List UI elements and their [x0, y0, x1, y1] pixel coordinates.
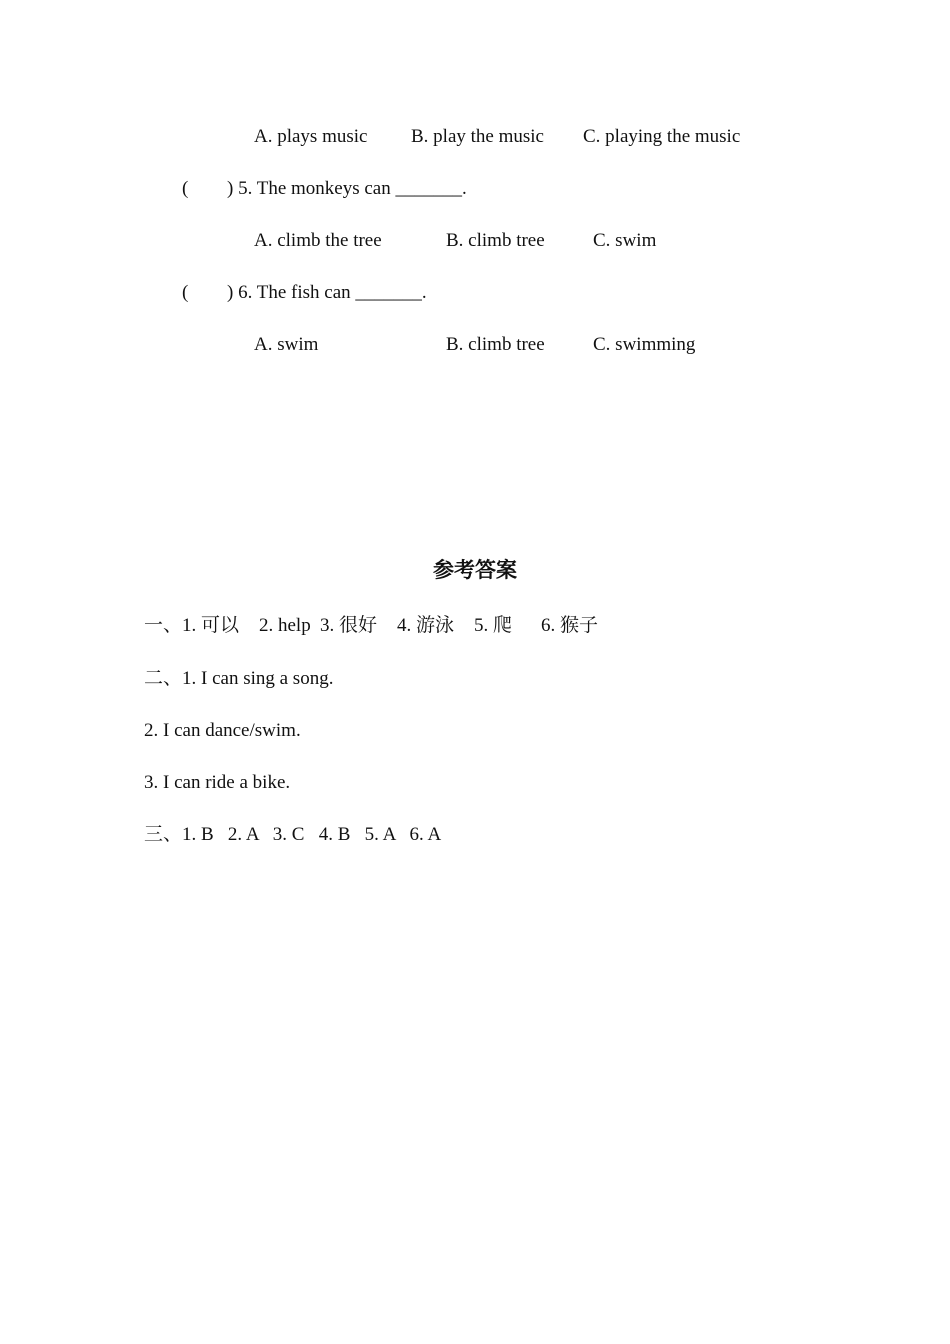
answer-key-title: 参考答案	[433, 557, 517, 582]
q6-answer-paren-open: (	[182, 282, 189, 303]
answers-part3-line: 三、1. B 2. A 3. C 4. B 5. A 6. A	[144, 824, 442, 845]
answers-part1-item2: 2. help	[259, 615, 311, 636]
q4-option-b: B. play the music	[411, 126, 544, 147]
answers-part2-line1: 二、1. I can sing a song.	[144, 668, 334, 689]
q6-option-c: C. swimming	[593, 334, 696, 355]
answers-part1-item1: 一、1. 可以	[144, 615, 240, 636]
q4-option-a: A. plays music	[254, 126, 368, 147]
answers-part1-item6: 6. 猴子	[541, 615, 599, 636]
q5-option-b: B. climb tree	[446, 230, 545, 251]
q4-option-c: C. playing the music	[583, 126, 741, 147]
q6-option-a: A. swim	[254, 334, 319, 355]
q5-option-a: A. climb the tree	[254, 230, 382, 251]
q5-stem: ) 5. The monkeys can _______.	[227, 178, 467, 199]
q5-option-c: C. swim	[593, 230, 657, 251]
answers-part1-item4: 4. 游泳	[397, 615, 455, 636]
answers-part1-item5: 5. 爬	[474, 615, 513, 636]
q6-stem: ) 6. The fish can _______.	[227, 282, 427, 303]
q5-answer-paren-open: (	[182, 178, 189, 199]
answers-part1-item3: 3. 很好	[320, 615, 378, 636]
answers-part2-line3: 3. I can ride a bike.	[144, 772, 291, 793]
q6-option-b: B. climb tree	[446, 334, 545, 355]
answers-part2-line2: 2. I can dance/swim.	[144, 720, 301, 741]
